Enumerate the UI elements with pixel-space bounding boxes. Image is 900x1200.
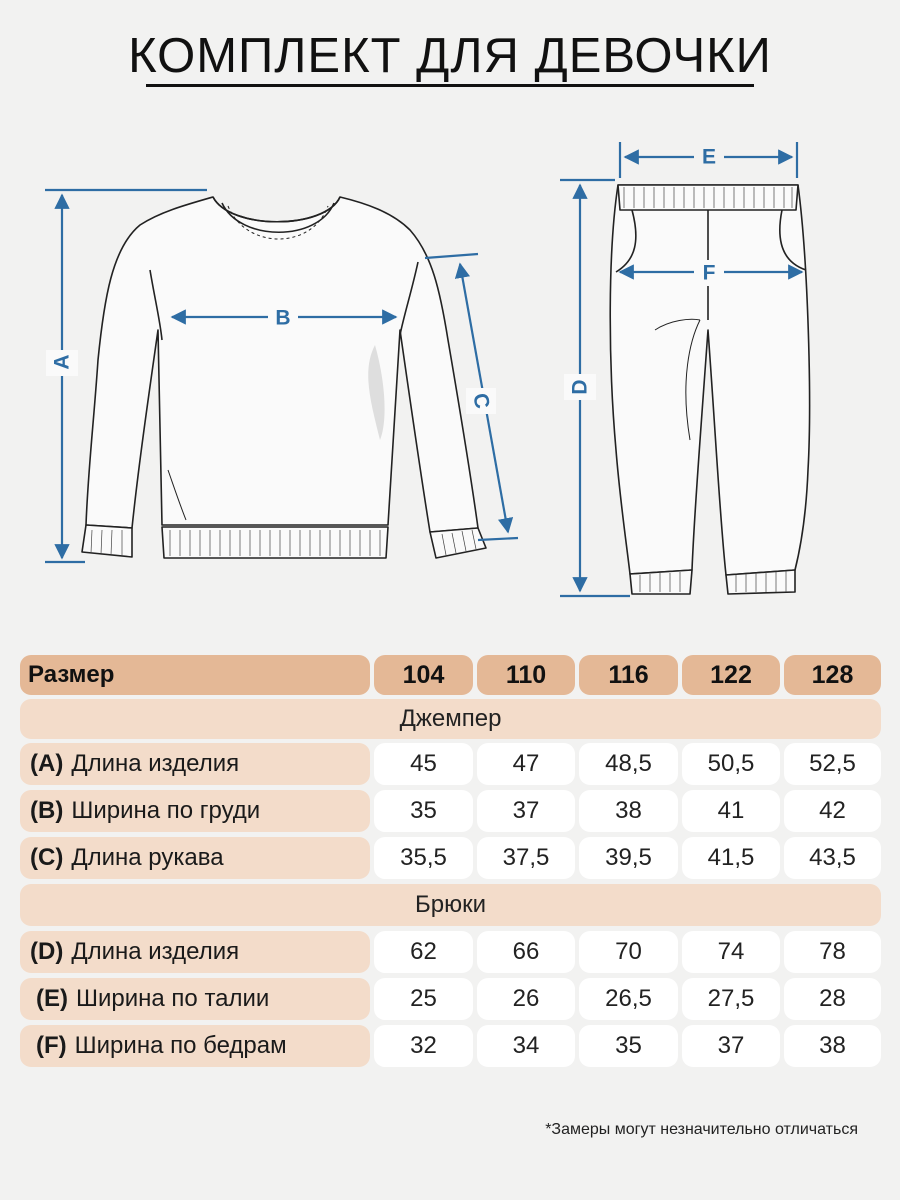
dimension-f-label: F xyxy=(702,261,716,285)
section-title-pants: Брюки xyxy=(20,884,881,926)
value-cell: 35 xyxy=(579,1025,678,1067)
value-cell: 37 xyxy=(477,790,575,832)
dimension-c-label: C xyxy=(468,391,494,411)
size-header-cell: 128 xyxy=(784,655,881,695)
row-name: Ширина по талии xyxy=(76,985,270,1012)
value-cell: 34 xyxy=(477,1025,575,1067)
value-cell: 35 xyxy=(374,790,473,832)
size-header-cell: 116 xyxy=(579,655,678,695)
dimension-b-label: B xyxy=(275,306,291,330)
value-cell: 48,5 xyxy=(579,743,678,785)
section-title-jumper: Джемпер xyxy=(20,699,881,739)
row-label xyxy=(20,743,370,785)
row-label xyxy=(20,931,370,973)
row-name: Длина изделия xyxy=(71,938,240,965)
value-cell: 37 xyxy=(682,1025,780,1067)
row-name: Длина рукава xyxy=(71,844,224,871)
size-header-cell: 122 xyxy=(682,655,780,695)
size-header-cell: 104 xyxy=(374,655,473,695)
value-cell: 50,5 xyxy=(682,743,780,785)
value-cell: 28 xyxy=(784,978,881,1020)
row-code: (B) xyxy=(30,797,64,824)
value-cell: 47 xyxy=(477,743,575,785)
value-cell: 74 xyxy=(682,931,780,973)
size-header-label: Размер xyxy=(20,655,370,695)
measurement-disclaimer: *Замеры могут незначительно отличаться xyxy=(545,1121,858,1138)
value-cell: 52,5 xyxy=(784,743,881,785)
value-cell: 38 xyxy=(579,790,678,832)
row-label xyxy=(20,790,370,832)
row-code: (A) xyxy=(30,750,64,777)
row-code: (D) xyxy=(30,938,64,965)
dimension-e-label: E xyxy=(701,145,717,169)
row-label xyxy=(20,978,370,1020)
value-cell: 41,5 xyxy=(682,837,780,879)
value-cell: 39,5 xyxy=(579,837,678,879)
row-name: Ширина по груди xyxy=(71,797,261,824)
value-cell: 41 xyxy=(682,790,780,832)
value-cell: 26 xyxy=(477,978,575,1020)
value-cell: 38 xyxy=(784,1025,881,1067)
row-code: (F) xyxy=(36,1032,67,1059)
value-cell: 26,5 xyxy=(579,978,678,1020)
value-cell: 78 xyxy=(784,931,881,973)
page-title: КОМПЛЕКТ ДЛЯ ДЕВОЧКИ xyxy=(128,29,772,83)
sweatshirt-illustration xyxy=(82,197,486,558)
value-cell: 35,5 xyxy=(374,837,473,879)
value-cell: 62 xyxy=(374,931,473,973)
row-code: (E) xyxy=(36,985,68,1012)
row-code: (C) xyxy=(30,844,64,871)
value-cell: 27,5 xyxy=(682,978,780,1020)
row-label xyxy=(20,1025,370,1067)
value-cell: 37,5 xyxy=(477,837,575,879)
value-cell: 70 xyxy=(579,931,678,973)
size-header-cell: 110 xyxy=(477,655,575,695)
pants-illustration xyxy=(610,185,809,594)
value-cell: 43,5 xyxy=(784,837,881,879)
row-name: Ширина по бедрам xyxy=(74,1032,287,1059)
dimension-d-label: D xyxy=(568,379,592,395)
dimension-a-label: A xyxy=(50,354,74,370)
value-cell: 42 xyxy=(784,790,881,832)
value-cell: 32 xyxy=(374,1025,473,1067)
value-cell: 66 xyxy=(477,931,575,973)
row-label xyxy=(20,837,370,879)
value-cell: 45 xyxy=(374,743,473,785)
value-cell: 25 xyxy=(374,978,473,1020)
row-name: Длина изделия xyxy=(71,750,240,777)
